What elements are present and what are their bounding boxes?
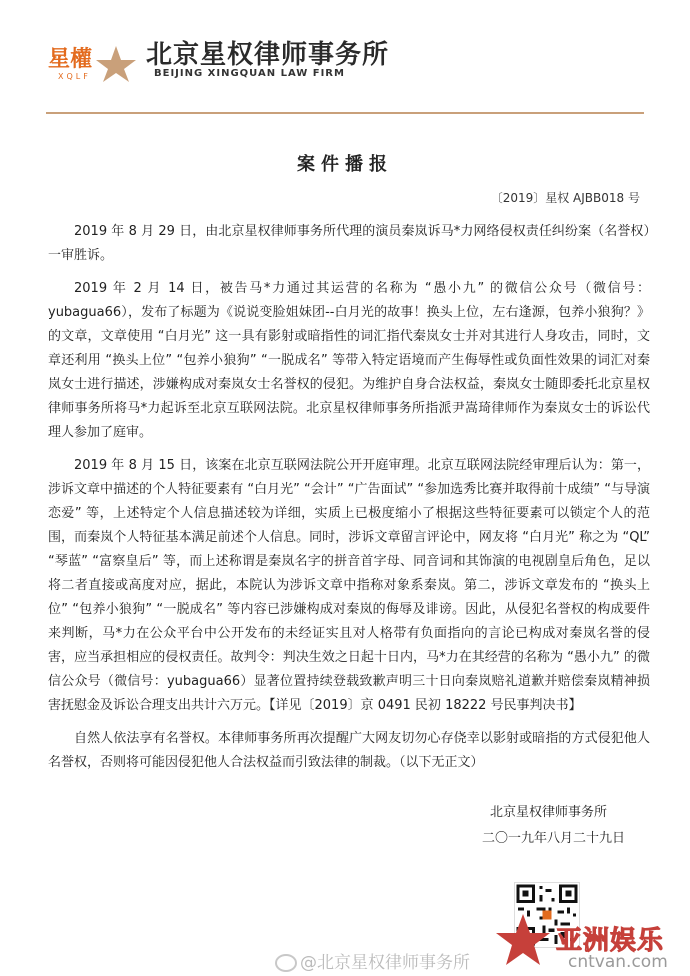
site-watermark	[494, 908, 690, 976]
star-icon	[494, 912, 552, 968]
signature-firm: 北京星权律师事务所	[490, 805, 608, 820]
firm-logo	[46, 42, 138, 82]
signature-date: 二〇一九年八月二十九日	[482, 831, 626, 846]
site-watermark-name: 亚洲娱乐	[556, 926, 665, 956]
weibo-watermark-text: @北京星权律师事务所	[300, 953, 470, 973]
paragraph-2: 2019 年 2 月 14 日，被告马*力通过其运营的名称为 “愚小九” 的微信公众号（微信号：yubagua66），发布了标题为《说说变脸姐妹团--白月光的故事！换头上位，左右逢源，包养小狼狗？》的文章，文章使用 “白月光” 这一具有影射或暗指性的词汇指代秦岚女士并对其进行人身攻击，同时，文章还利用 “换头上位” “包养小狼狗” “一脱成名” 等带入特定语境而产生侮辱性或负面性效果的词汇对秦岚女士进行描述，涉嫌构成对秦岚女士名誉权的侵犯。为维护自身合法权益，秦岚女士随即委托北京星权律师事务所将马*力起诉至北京互联网法院。北京星权律师事务所指派尹嵩琦律师作为秦岚女士的诉讼代理人参加了庭审。	[48, 281, 650, 440]
letterhead	[0, 0, 690, 115]
weibo-watermark	[275, 948, 470, 973]
document-body	[48, 220, 650, 784]
header-divider	[46, 112, 644, 114]
document-number: 〔2019〕星权 AJBB018 号	[490, 191, 640, 205]
weibo-icon	[275, 954, 297, 972]
document-title: 案件播报	[297, 154, 393, 175]
site-watermark-url: cntvan.com	[568, 952, 668, 972]
paragraph-4: 自然人依法享有名誉权。本律师事务所再次提醒广大网友切勿心存侥幸以影射或暗指的方式侵犯他人名誉权，否则将可能因侵犯他人合法权益而引致法律的制裁。（以下无正文）	[48, 731, 650, 770]
svg-text:XQLF: XQLF	[58, 72, 91, 81]
firm-name-en: BEIJING XINGQUAN LAW FIRM	[154, 68, 345, 79]
paragraph-1: 2019 年 8 月 29 日，由北京星权律师事务所代理的演员秦岚诉马*力网络侵权责任纠纷案（名誉权）一审胜诉。	[48, 224, 650, 263]
firm-name-cn: 北京星权律师事务所	[146, 40, 390, 70]
svg-text:星權: 星權	[48, 47, 93, 72]
paragraph-3: 2019 年 8 月 15 日，该案在北京互联网法院公开开庭审理。北京互联网法院经审理后认为：第一，涉诉文章中描述的个人特征要素有 “白月光” “会计” “广告面试” “参加选秀比赛并取得前十成绩” “与导演恋爱” 等，上述特定个人信息描述较为详细，实质上已极度缩小了根据这些特征要素可以锁定个人的范围，而秦岚个人特征基本满足前述个人信息。同时，涉诉文章留言评论中，网友将 “白月光” 称之为 “QL” “琴蓝” “富察皇后” 等，而上述称谓是秦岚名字的拼音首字母、同音词和其饰演的电视剧皇后角色，足以将二者直接或高度对应，据此，本院认为涉诉文章中指称对象系秦岚。第二，涉诉文章发布的 “换头上位” “包养小狼狗” “一脱成名” 等内容已涉嫌构成对秦岚的侮辱及诽谤。因此，从侵犯名誉权的构成要件来判断，马*力在公众平台中公开发布的未经证实且对人格带有负面指向的言论已构成对秦岚名誉的侵害，应当承担相应的侵权责任。故判令：判决生效之日起十日内，马*力在其经营的名称为 “愚小九” 的微信公众号（微信号：yubagua66）显著位置持续登载致歉声明三十日向秦岚赔礼道歉并赔偿秦岚精神损害抚慰金及诉讼合理支出共计六万元。【详见〔2019〕京 0491 民初 18222 号民事判决书】	[48, 458, 650, 713]
